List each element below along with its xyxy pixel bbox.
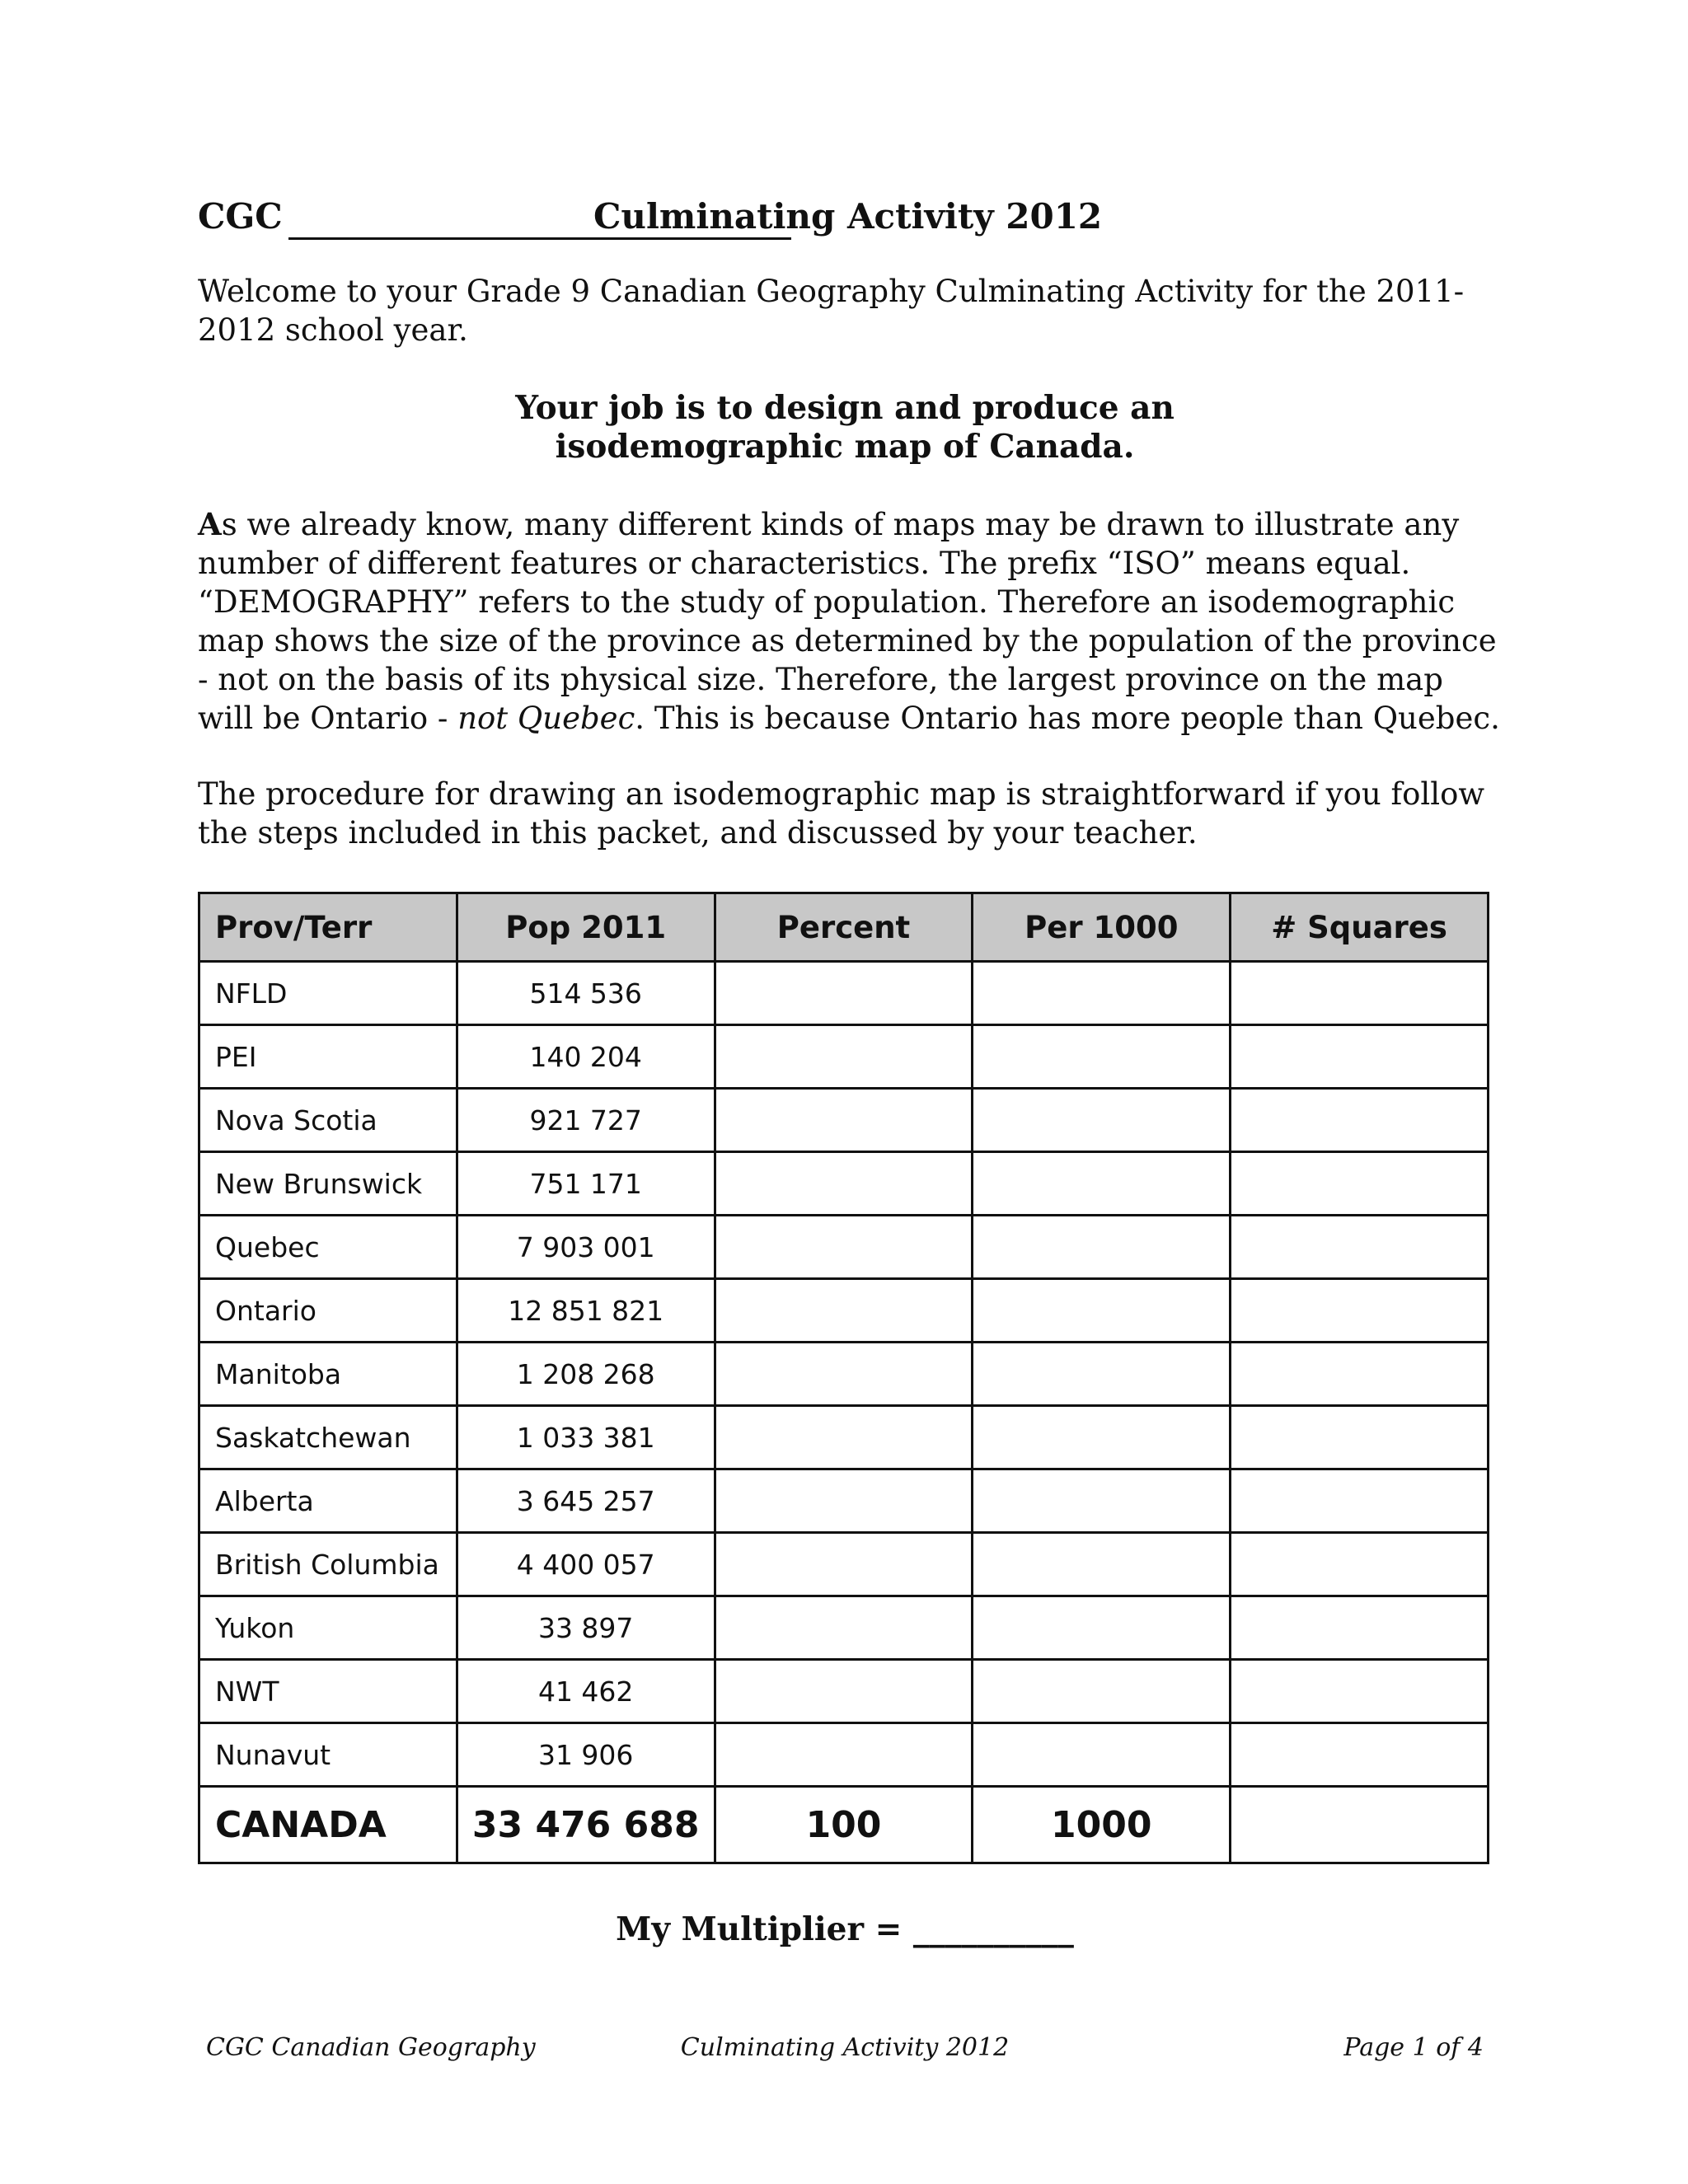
column-header-squares: # Squares	[1231, 893, 1489, 962]
percent-cell[interactable]	[715, 1025, 973, 1089]
squares-cell[interactable]	[1231, 1723, 1489, 1787]
prov-cell: New Brunswick	[199, 1152, 457, 1216]
explanation-paragraph	[198, 505, 1500, 738]
column-header-pop: Pop 2011	[457, 893, 715, 962]
squares-cell[interactable]	[1231, 1406, 1489, 1469]
explanation-text-1: s we already know, many different kinds of maps may be drawn to illustrate any number of different features or characteristics. The prefix “ISO” means equal. “DEMOGRAPHY” refers to the study of population. Therefore an isodemographic map shows the size of the province as determined by the population of the province - not on the basis of its physical size. Therefore, the largest province on the map will be Ontario -	[198, 507, 1497, 736]
multiplier-line	[198, 1910, 1492, 1948]
prov-cell: British Columbia	[199, 1533, 457, 1596]
pop-cell: 921 727	[457, 1089, 715, 1152]
table-row	[199, 1596, 1489, 1660]
prov-cell: NFLD	[199, 962, 457, 1025]
explanation-emphasis: not Quebec	[457, 701, 635, 736]
per1000-cell[interactable]	[973, 1152, 1231, 1216]
squares-cell[interactable]	[1231, 1152, 1489, 1216]
prov-cell: NWT	[199, 1660, 457, 1723]
page-title: Culminating Activity 2012	[593, 196, 1103, 237]
pop-cell: 41 462	[457, 1660, 715, 1723]
per1000-cell[interactable]	[973, 1216, 1231, 1279]
table-row	[199, 1025, 1489, 1089]
total-row	[199, 1787, 1489, 1863]
table-row	[199, 1343, 1489, 1406]
total-prov-cell: CANADA	[199, 1787, 457, 1863]
table-row	[199, 1723, 1489, 1787]
squares-cell[interactable]	[1231, 1025, 1489, 1089]
table-row	[199, 1216, 1489, 1279]
per1000-cell[interactable]	[973, 1723, 1231, 1787]
course-code: CGC	[198, 196, 283, 237]
header-underline	[288, 237, 791, 240]
multiplier-blank[interactable]: __________	[912, 1910, 1074, 1948]
pop-cell: 1 208 268	[457, 1343, 715, 1406]
table-row	[199, 1279, 1489, 1343]
per1000-cell[interactable]	[973, 1406, 1231, 1469]
percent-cell[interactable]	[715, 1216, 973, 1279]
squares-cell[interactable]	[1231, 1596, 1489, 1660]
squares-cell[interactable]	[1231, 1660, 1489, 1723]
table-row	[199, 1152, 1489, 1216]
prov-cell: Ontario	[199, 1279, 457, 1343]
percent-cell[interactable]	[715, 1660, 973, 1723]
pop-cell: 140 204	[457, 1025, 715, 1089]
task-line-1: Your job is to design and produce an	[515, 389, 1175, 427]
page-footer	[206, 2033, 1484, 2066]
per1000-cell[interactable]	[973, 1660, 1231, 1723]
percent-cell[interactable]	[715, 1343, 973, 1406]
total-squares-cell[interactable]	[1231, 1787, 1489, 1863]
pop-cell: 751 171	[457, 1152, 715, 1216]
drop-cap: A	[198, 506, 222, 542]
percent-cell[interactable]	[715, 962, 973, 1025]
table-header-row	[199, 893, 1489, 962]
prov-cell: Nunavut	[199, 1723, 457, 1787]
percent-cell[interactable]	[715, 1596, 973, 1660]
footer-title: Culminating Activity 2012	[680, 2033, 1010, 2062]
squares-cell[interactable]	[1231, 1343, 1489, 1406]
squares-cell[interactable]	[1231, 1279, 1489, 1343]
per1000-cell[interactable]	[973, 962, 1231, 1025]
pop-cell: 31 906	[457, 1723, 715, 1787]
table-row	[199, 1660, 1489, 1723]
prov-cell: Manitoba	[199, 1343, 457, 1406]
percent-cell[interactable]	[715, 1723, 973, 1787]
population-table	[198, 892, 1489, 1864]
task-line-2: isodemographic map of Canada.	[555, 428, 1135, 466]
pop-cell: 33 897	[457, 1596, 715, 1660]
table-row	[199, 1406, 1489, 1469]
intro-paragraph: Welcome to your Grade 9 Canadian Geography Culminating Activity for the 2011-2012 school year.	[198, 274, 1465, 348]
prov-cell: Alberta	[199, 1469, 457, 1533]
table-row	[199, 1533, 1489, 1596]
per1000-cell[interactable]	[973, 1596, 1231, 1660]
squares-cell[interactable]	[1231, 1469, 1489, 1533]
document-header	[198, 196, 1492, 246]
squares-cell[interactable]	[1231, 962, 1489, 1025]
per1000-cell[interactable]	[973, 1469, 1231, 1533]
pop-cell: 12 851 821	[457, 1279, 715, 1343]
per1000-cell[interactable]	[973, 1343, 1231, 1406]
table-row	[199, 1469, 1489, 1533]
squares-cell[interactable]	[1231, 1216, 1489, 1279]
pop-cell: 3 645 257	[457, 1469, 715, 1533]
footer-course: CGC Canadian Geography	[206, 2033, 536, 2062]
pop-cell: 1 033 381	[457, 1406, 715, 1469]
table-body	[199, 962, 1489, 1863]
percent-cell[interactable]	[715, 1152, 973, 1216]
pop-cell: 4 400 057	[457, 1533, 715, 1596]
column-header-per1000: Per 1000	[973, 893, 1231, 962]
squares-cell[interactable]	[1231, 1089, 1489, 1152]
procedure-paragraph: The procedure for drawing an isodemographic map is straightforward if you follow the steps included in this packet, and discussed by your teacher.	[198, 776, 1485, 851]
prov-cell: PEI	[199, 1025, 457, 1089]
per1000-cell[interactable]	[973, 1533, 1231, 1596]
table-row	[199, 1089, 1489, 1152]
prov-cell: Nova Scotia	[199, 1089, 457, 1152]
prov-cell: Quebec	[199, 1216, 457, 1279]
prov-cell: Yukon	[199, 1596, 457, 1660]
per1000-cell[interactable]	[973, 1025, 1231, 1089]
total-percent-cell: 100	[715, 1787, 973, 1863]
table-row	[199, 962, 1489, 1025]
total-per1000-cell: 1000	[973, 1787, 1231, 1863]
footer-page-number: Page 1 of 4	[1343, 2033, 1484, 2062]
per1000-cell[interactable]	[973, 1279, 1231, 1343]
per1000-cell[interactable]	[973, 1089, 1231, 1152]
prov-cell: Saskatchewan	[199, 1406, 457, 1469]
squares-cell[interactable]	[1231, 1533, 1489, 1596]
percent-cell[interactable]	[715, 1533, 973, 1596]
explanation-text-2: . This is because Ontario has more people than Quebec.	[635, 701, 1500, 736]
percent-cell[interactable]	[715, 1279, 973, 1343]
percent-cell[interactable]	[715, 1089, 973, 1152]
column-header-percent: Percent	[715, 893, 973, 962]
percent-cell[interactable]	[715, 1469, 973, 1533]
pop-cell: 7 903 001	[457, 1216, 715, 1279]
pop-cell: 514 536	[457, 962, 715, 1025]
percent-cell[interactable]	[715, 1406, 973, 1469]
column-header-prov: Prov/Terr	[199, 893, 457, 962]
total-pop-cell: 33 476 688	[457, 1787, 715, 1863]
multiplier-label: My Multiplier =	[616, 1910, 913, 1948]
task-statement	[198, 389, 1492, 466]
